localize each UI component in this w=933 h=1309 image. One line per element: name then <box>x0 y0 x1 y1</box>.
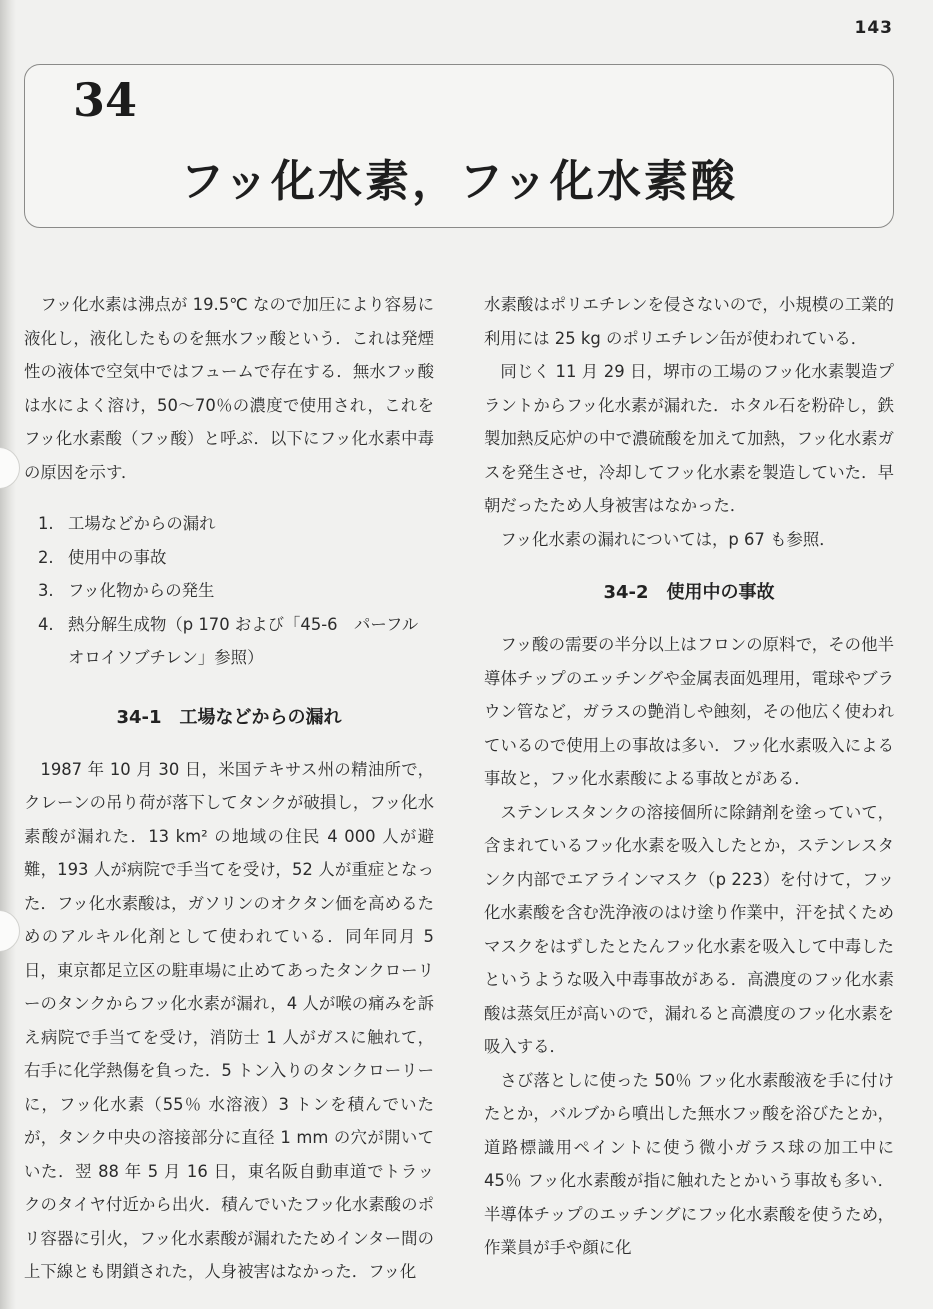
cause-number: 3. <box>38 581 54 600</box>
right-column <box>484 288 894 1265</box>
section-34-2-paragraph: ステンレスタンクの溶接個所に除錆剤を塗っていて，含まれているフッ化水素を吸入したとか，ステンレスタンク内部でエアラインマスク（p 223）を付けて，フッ化水素酸を含む洗浄液のはけ塗り作業中，汗を拭くためマスクをはずしたとたんフッ化水素を吸入して中毒したというような吸入中毒事故がある．高濃度のフッ化水素酸は蒸気圧が高いので，漏れると高濃度のフッ化水素を吸入する． <box>484 802 894 1056</box>
cause-list-item <box>38 541 434 575</box>
cause-text: フッ化物からの発生 <box>68 581 215 600</box>
section-34-1-heading: 34-1 工場などからの漏れ <box>116 706 342 728</box>
section-34-1-paragraph: フッ化水素の漏れについては，p 67 も参照． <box>500 529 836 549</box>
page-edge-shadow <box>0 0 16 1309</box>
cause-number: 1. <box>38 514 54 533</box>
chapter-title: フッ化水素，フッ化水素酸 <box>180 156 738 207</box>
page-number: 143 <box>854 18 893 38</box>
intro-paragraph: フッ化水素は沸点が 19.5℃ なので加圧により容易に液化し，液化したものを無水フッ酸という．これは発煙性の液体で空気中ではフュームで存在する．無水フッ酸は水によく溶け，50〜70％の濃度で使用され，これをフッ化水素酸（フッ酸）と呼ぶ．以下にフッ化水素中毒の原因を示す． <box>24 295 434 482</box>
cause-list-item <box>38 608 434 675</box>
binder-hole-lower <box>0 910 20 952</box>
cause-number: 2. <box>38 547 54 567</box>
cause-text: 工場などからの漏れ <box>68 514 216 533</box>
cause-text: 熱分解生成物（p 170 および「45-6 パーフルオロイソブチレン」参照） <box>68 614 419 667</box>
section-34-1-paragraph-continued: 水素酸はポリエチレンを侵さないので，小規模の工業的利用には 25 kg のポリエチレン缶が使われている． <box>484 295 894 348</box>
section-34-2-paragraph: さび落としに使った 50％ フッ化水素酸液を手に付けたとか，バルブから噴出した無水フッ酸を浴びたとか，道路標識用ペイントに使う微小ガラス球の加工中に 45％ フッ化水素酸が指に触れたとかいう事故も多い．半導体チップのエッチングにフッ化水素酸を使うため，作業員が手や顔に化 <box>484 1070 894 1257</box>
binder-hole-upper <box>0 447 20 489</box>
left-column <box>24 288 434 1289</box>
chapter-number: 34 <box>73 73 138 127</box>
chapter-header-box <box>24 64 894 228</box>
section-34-1-paragraph: 1987 年 10 月 30 日，米国テキサス州の精油所で，クレーンの吊り荷が落下してタンクが破損し，フッ化水素酸が漏れた．13 km² の地域の住民 4 000 人が避難，193 人が病院で手当てを受け，52 人が重症となった．フッ化水素酸は，ガソリンのオクタン価を高めるためのアルキル化剤として使われている．同年同月 5 日，東京都足立区の駐車場に止めてあったタンクローリーのタンクからフッ化水素が漏れ，4 人が喉の痛みを訴え病院で手当てを受け，消防士 1 人がガスに触れて，右手に化学熱傷を負った．5 トン入りのタンクローリーに，フッ化水素（55％ 水溶液）3 トンを積んでいたが，タンク中央の溶接部分に直径 1 mm の穴が開いていた．翌 88 年 5 月 16 日，東名阪自動車道でトラックのタイヤ付近から出火．積んでいたフッ化水素酸のポリ容器に引火，フッ化水素酸が漏れたためインター間の上下線とも閉鎖された，人身被害はなかった．フッ化 <box>24 759 434 1281</box>
section-34-2-heading: 34-2 使用中の事故 <box>603 582 775 603</box>
cause-list-item <box>38 507 434 541</box>
cause-list <box>24 507 434 675</box>
cause-text: 使用中の事故 <box>68 547 167 567</box>
cause-number: 4. <box>38 614 54 634</box>
cause-list-item <box>38 574 434 608</box>
section-34-2-paragraph: フッ酸の需要の半分以上はフロンの原料で，その他半導体チップのエッチングや金属表面処理用，電球やブラウン管など，ガラスの艶消しや蝕刻，その他広く使われているので使用上の事故は多い．フッ化水素吸入による事故と，フッ化水素酸による事故とがある． <box>484 635 894 788</box>
section-34-1-paragraph: 同じく 11 月 29 日，堺市の工場のフッ化水素製造プラントからフッ化水素が漏れた．ホタル石を粉砕し，鉄製加熱反応炉の中で濃硫酸を加えて加熱，フッ化水素ガスを発生させ，冷却してフッ化水素を製造していた．早朝だったため人身被害はなかった． <box>484 362 894 515</box>
